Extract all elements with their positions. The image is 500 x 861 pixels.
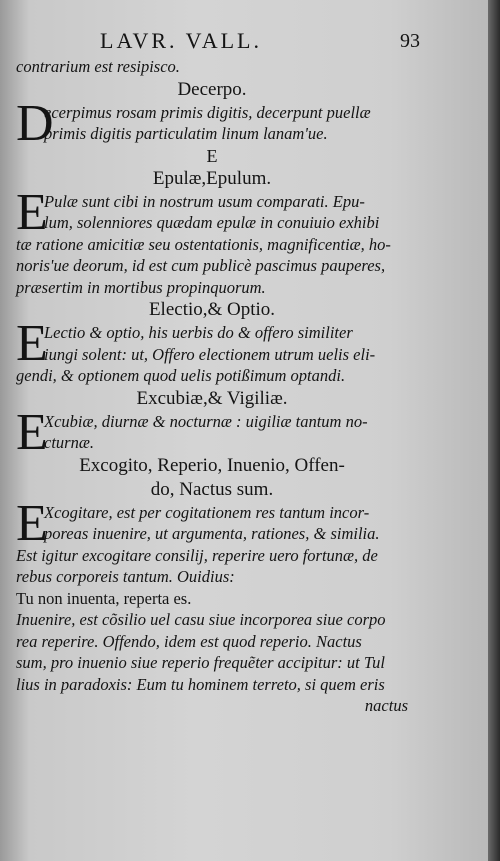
text-line: Est igitur excogitare consilij, reperire uero fortunæ, de	[16, 545, 378, 565]
text-line: Lectio & optio, his uerbis do & offero similiter	[44, 323, 353, 342]
text-line: gendi, & optionem quod uelis potißimum optandi.	[16, 366, 346, 385]
entry-heading-excubiae: Excubiæ,& Vigiliæ.	[136, 387, 288, 409]
text-line: iungi solent: ut, Offero electionem utrum uelis eli-	[44, 344, 376, 364]
text-line: ecerpimus rosam primis digitis, decerpunt puellæ	[44, 102, 371, 122]
drop-cap: D	[16, 94, 54, 152]
drop-cap: E	[16, 183, 48, 241]
text-line: noris'ue deorum, id est cum publicè pascimus pauperes,	[16, 256, 386, 275]
entry-heading-epulae: Epulæ,Epulum.	[152, 167, 272, 189]
section-letter: E	[206, 145, 218, 166]
text-line: Xcogitare, est per cogitationem res tantum incor-	[44, 502, 370, 522]
drop-cap: E	[16, 494, 48, 552]
paragraph-electio	[16, 315, 408, 387]
text-line: Inuenire, est cõsilio uel casu siue incorporea siue corpo	[16, 610, 386, 629]
body-text	[16, 56, 408, 717]
text-line: rea reperire. Offendo, idem est quod reperio. Nactus	[16, 631, 362, 651]
paragraph-excubiae	[16, 403, 408, 461]
drop-cap: E	[16, 403, 48, 461]
entry-heading-decerpo: Decerpo.	[177, 78, 247, 100]
text-line: rebus corporeis tantum. Ouidius:	[16, 567, 235, 586]
text-line: sum, pro inuenio siue reperio frequẽter accipitur: ut Tul	[16, 653, 385, 672]
text-line: cturnæ.	[44, 433, 94, 452]
text-line: primis digitis particulatim linum lanam'ue.	[44, 124, 328, 143]
page-header	[0, 28, 488, 54]
text-line: tæ ratione amicitiæ seu ostentationis, magnificentiæ, ho-	[16, 234, 391, 254]
running-head: LAVR. VALL.	[100, 28, 262, 53]
page-edge-shadow	[488, 0, 500, 861]
catchword: nactus	[364, 696, 408, 715]
drop-cap: E	[16, 315, 48, 372]
text-line: Tu non inuenta, reperta es.	[16, 588, 192, 608]
entry-heading-excogito-cont: do, Nactus sum.	[150, 478, 274, 500]
text-line: lius in paradoxis: Eum tu hominem terreto, si quem eris	[16, 674, 385, 694]
entry-heading-electio: Electio,& Optio.	[148, 299, 276, 320]
text-line: Xcubiæ, diurnæ & nocturnæ : uigiliæ tantum no-	[44, 411, 368, 431]
page-number: 93	[400, 30, 420, 52]
entry-heading-excogito: Excogito, Reperio, Inuenio, Offen-	[79, 454, 345, 476]
text-line: poreas inuenire, ut argumenta, rationes, & similia.	[44, 524, 380, 543]
paragraph-excogito	[16, 494, 408, 717]
text-line: Pulæ sunt cibi in nostrum usum comparati. Epu-	[44, 191, 365, 211]
text-line: contrarium est resipisco.	[16, 57, 180, 76]
paragraph-epulae	[16, 183, 408, 299]
paragraph-decerpo	[16, 94, 408, 152]
text-line: præsertim in mortibus propinquorum.	[16, 277, 266, 297]
text-line: lum, solenniores quædam epulæ in conuiuio exhibi	[44, 213, 380, 232]
